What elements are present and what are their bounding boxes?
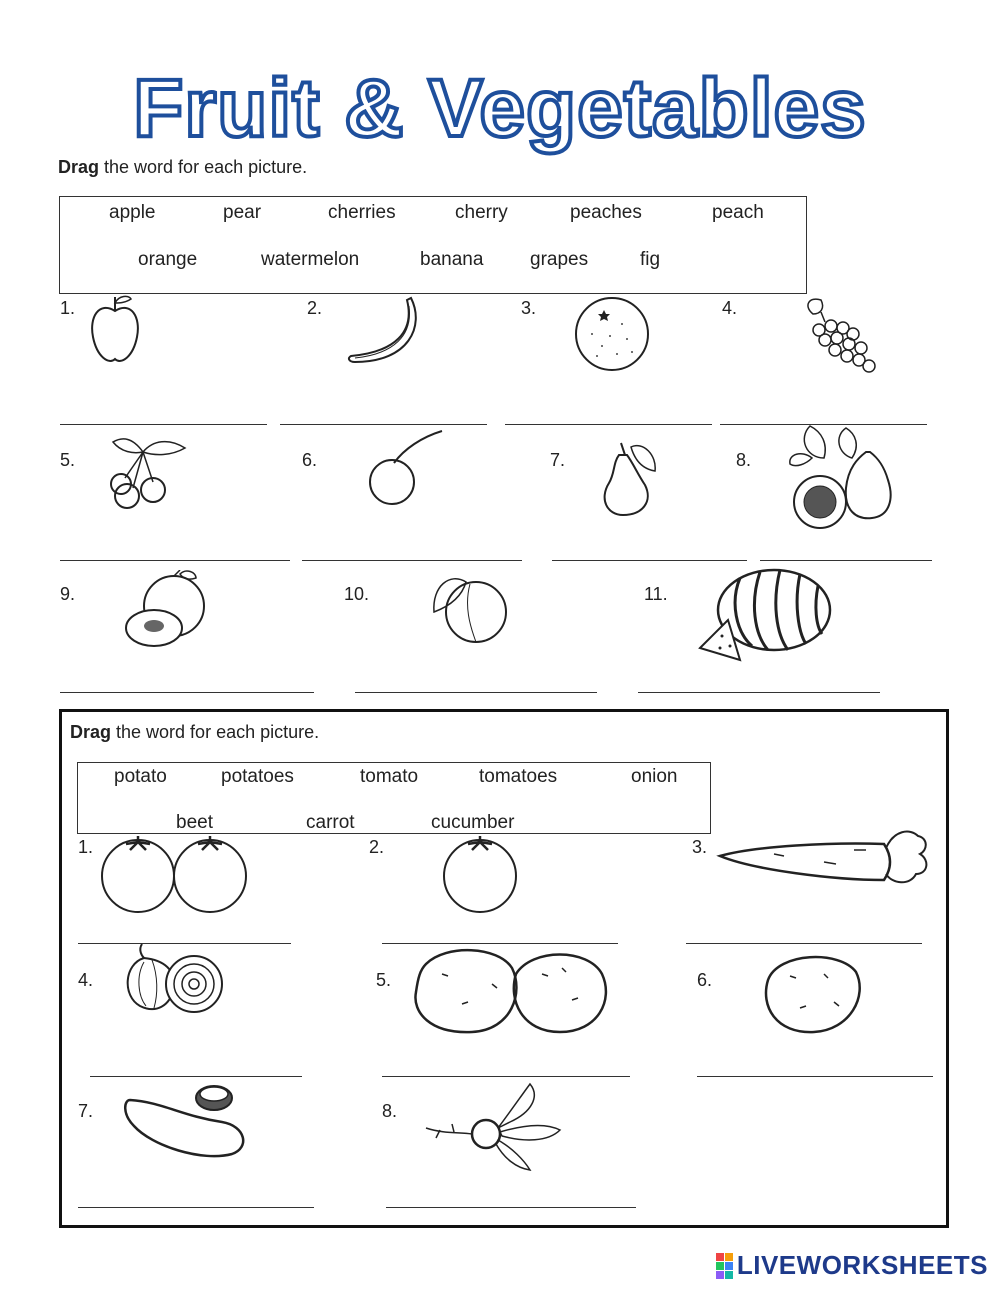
onion-icon [122,940,226,1016]
item-number: 7. [78,1101,94,1121]
fruit-instruction-bold: Drag [58,157,100,177]
answer-line[interactable] [78,1207,314,1208]
veg-instruction [70,722,319,743]
item-number: 6. [302,450,318,470]
peach-icon [430,566,510,646]
word-tile[interactable]: peaches [570,202,642,223]
item-number: 10. [344,584,370,604]
answer-line[interactable] [697,1076,933,1077]
pear-icon [597,437,662,517]
answer-line[interactable] [505,424,712,425]
item-number: 8. [736,450,752,470]
fruit-word-bank [59,196,807,294]
word-tile[interactable]: onion [631,766,678,787]
word-tile[interactable]: cherries [328,202,396,223]
veg-word-bank [77,762,711,834]
apple-icon [85,293,145,368]
worksheet-title: Fruit & Vegetables [133,63,867,154]
word-tile[interactable]: watermelon [261,249,360,270]
item-number: 5. [376,970,392,990]
answer-line[interactable] [552,560,747,561]
item-number: 7. [550,450,566,470]
item-number: 4. [722,298,738,318]
answer-line[interactable] [60,560,290,561]
item-number: 1. [60,298,76,318]
item-number: 9. [60,584,76,604]
grapes-icon [795,292,880,380]
carrot-icon [714,826,932,890]
potatoes-icon [412,944,612,1036]
item-number: 6. [697,970,713,990]
word-tile[interactable]: apple [109,202,156,223]
liveworksheets-logo [716,1250,988,1281]
answer-line[interactable] [638,692,880,693]
orange-icon [572,294,652,374]
item-number: 1. [78,837,94,857]
word-tile[interactable]: potato [114,766,167,787]
answer-line[interactable] [280,424,487,425]
word-tile[interactable]: grapes [530,249,589,270]
word-tile[interactable]: beet [176,812,213,833]
word-tile[interactable]: potatoes [221,766,294,787]
cherries-icon [103,432,188,512]
potato-icon [760,950,864,1034]
word-tile[interactable]: carrot [306,812,355,833]
veg-instruction-bold: Drag [70,722,112,742]
answer-line[interactable] [60,692,314,693]
answer-line[interactable] [760,560,932,561]
peaches-icon [124,570,209,655]
cherry-icon [368,427,448,512]
watermelon-icon [692,562,832,670]
answer-line[interactable] [686,943,922,944]
item-number: 8. [382,1101,398,1121]
veg-instruction-text: the word for each picture. [111,722,320,742]
item-number: 3. [521,298,537,318]
answer-line[interactable] [382,1076,630,1077]
liveworksheets-logo-icon [716,1253,733,1279]
fig-icon [786,424,898,530]
answer-line[interactable] [355,692,597,693]
liveworksheets-logo-text: LIVEWORKSHEETS [736,1250,988,1280]
tomato-icon [440,834,522,914]
item-number: 5. [60,450,76,470]
item-number: 11. [644,584,668,604]
answer-line[interactable] [386,1207,636,1208]
item-number: 4. [78,970,94,990]
word-tile[interactable]: cherry [455,202,508,223]
word-tile[interactable]: orange [138,249,198,270]
cucumber-icon [122,1082,252,1160]
banana-icon [345,296,430,371]
item-number: 2. [369,837,385,857]
word-tile[interactable]: fig [640,249,661,270]
item-number: 3. [692,837,708,857]
item-number: 2. [307,298,323,318]
fruit-instruction-text: the word for each picture. [99,157,308,177]
word-tile[interactable]: banana [420,249,484,270]
tomatoes-icon [98,834,250,914]
answer-line[interactable] [90,1076,302,1077]
word-tile[interactable]: cucumber [431,812,515,833]
word-tile[interactable]: pear [223,202,262,223]
fruit-instruction [58,157,307,178]
word-tile[interactable]: peach [712,202,764,223]
word-tile[interactable]: tomatoes [479,766,558,787]
answer-line[interactable] [60,424,267,425]
word-tile[interactable]: tomato [360,766,419,787]
answer-line[interactable] [302,560,522,561]
beet-icon [420,1082,565,1174]
